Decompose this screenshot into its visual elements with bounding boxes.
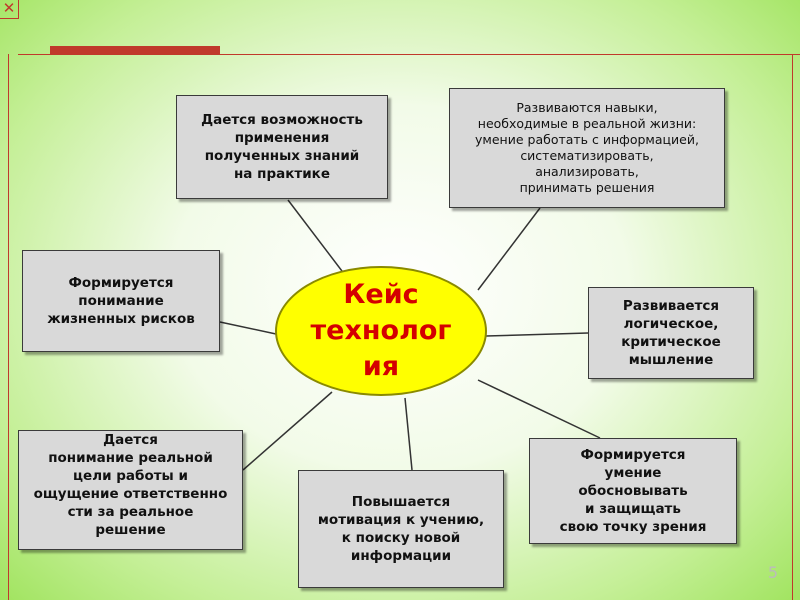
box-life-skills: Развиваются навыки, необходимые в реальной жизни: умение работать с информацией, систематизировать, анализировать, принимать решения <box>449 88 725 208</box>
box-motivation: Повышается мотивация к учению, к поиску новой информации <box>298 470 504 588</box>
connector-top-left <box>288 200 345 275</box>
box-defend-viewpoint: Формируется умение обосновывать и защищать свою точку зрения <box>529 438 737 544</box>
connector-right <box>486 333 588 336</box>
box-critical-thinking: Развивается логическое, критическое мышление <box>588 287 754 379</box>
connector-bottom-right <box>478 380 600 438</box>
box-practical-application: Дается возможность применения полученных знаний на практике <box>176 95 388 199</box>
close-icon: ✕ <box>0 0 19 19</box>
center-case-technology: Кейс технолог ия <box>275 266 487 396</box>
connector-top-right <box>478 208 540 290</box>
box-responsibility: Дается понимание реальной цели работы и ощущение ответственно сти за реальное решение <box>18 430 243 550</box>
box-life-risks: Формируется понимание жизненных рисков <box>22 250 220 352</box>
connector-bottom-left <box>243 392 332 470</box>
connector-left <box>220 322 276 334</box>
connector-bottom-center <box>405 398 412 470</box>
slide-number: 5 <box>767 563 779 582</box>
